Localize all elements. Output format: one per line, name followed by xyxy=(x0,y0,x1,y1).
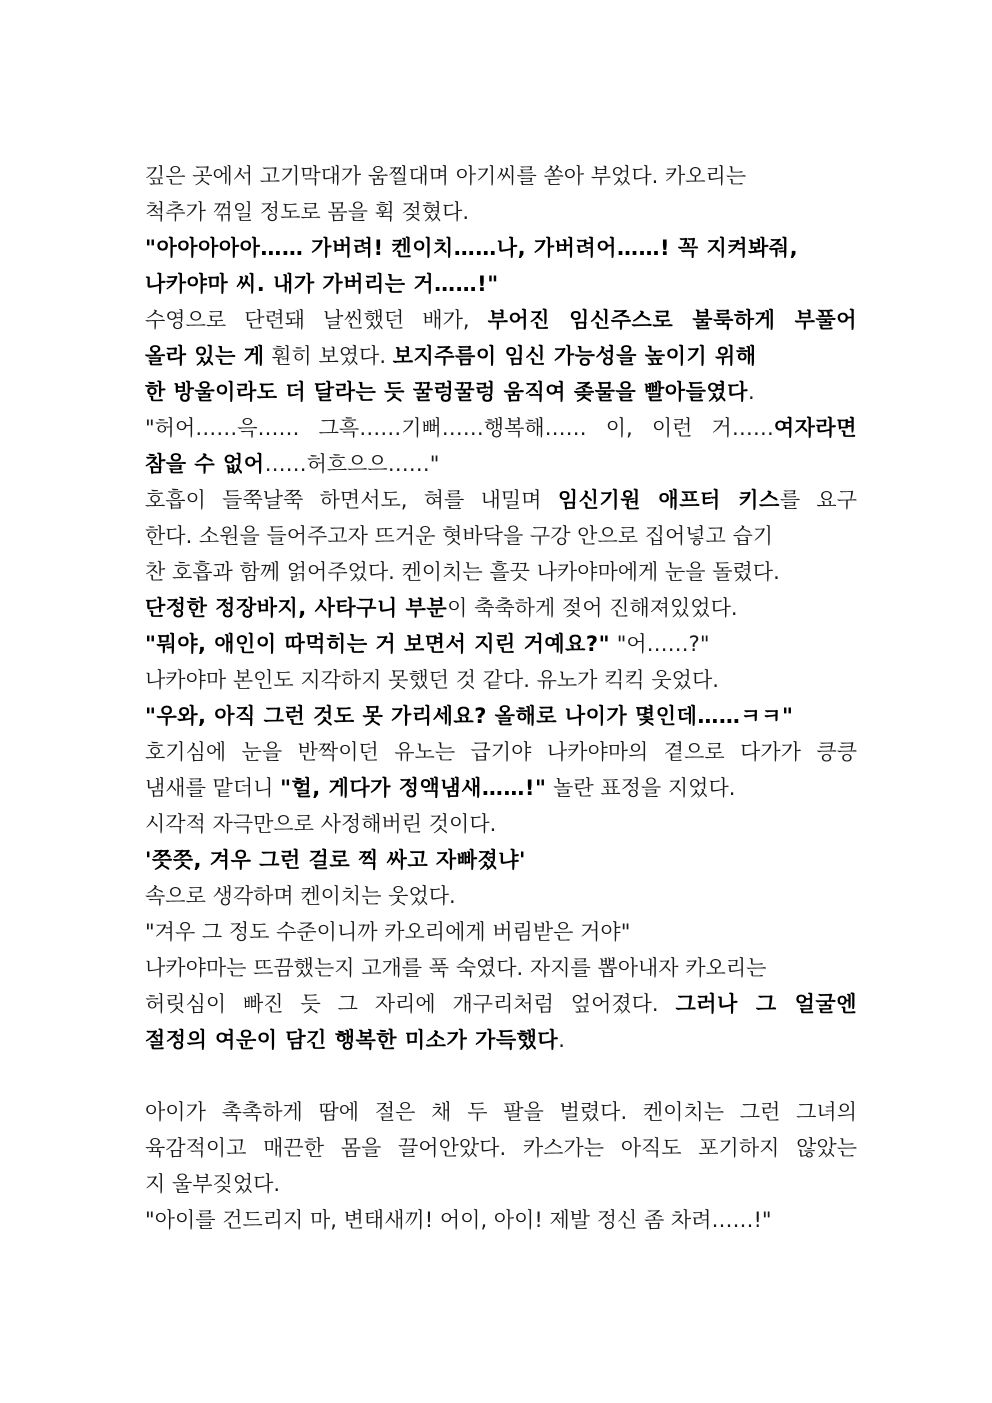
emphasis-run: 한 방울이라도 더 달라는 듯 꿀렁꿀렁 움직여 좆물을 빨아들였다 xyxy=(145,380,748,404)
text-line: 척추가 꺾일 정도로 몸을 휙 젖혔다. xyxy=(145,200,470,224)
text-run: 호흡이 들쭉날쭉 하면서도, 혀를 내밀며 xyxy=(145,488,558,512)
text-line: 호기심에 눈을 반짝이던 유노는 급기야 나카야마의 곁으로 다가가 킁킁 xyxy=(145,740,857,764)
text-line: 육감적이고 매끈한 몸을 끌어안았다. 카스가는 아직도 포기하지 않았는 xyxy=(145,1136,857,1160)
text-run: ……허흐으으……" xyxy=(264,452,440,476)
text-line xyxy=(145,338,857,374)
document-body xyxy=(145,158,857,1238)
text-line xyxy=(145,986,857,1022)
emphasis-run: 보지주름이 임신 가능성을 높이기 위해 xyxy=(392,344,757,368)
dialogue-line: 나카야마 씨. 내가 가버리는 거……!" xyxy=(145,272,499,296)
text-run: "허어……윽…… 그흑……기뻐……행복해…… 이, 이런 거…… xyxy=(145,416,774,440)
dialogue-line: "아아아아아…… 가버려! 켄이치……나, 가버려어……! 꼭 지켜봐줘, xyxy=(145,236,799,260)
text-line: 한다. 소원을 들어주고자 뜨거운 혓바닥을 구강 안으로 집어넣고 습기 xyxy=(145,524,774,548)
dialogue-line: '쯧쯧, 겨우 그런 걸로 찍 싸고 자빠졌냐' xyxy=(145,848,526,872)
text-line xyxy=(145,446,857,482)
text-line: "겨우 그 정도 수준이니까 카오리에게 버림받은 거야" xyxy=(145,920,631,944)
text-run: 를 요구 xyxy=(779,488,857,512)
text-line: 나카야마는 뜨끔했는지 고개를 푹 숙였다. 자지를 뽑아내자 카오리는 xyxy=(145,956,767,980)
text-line: 깊은 곳에서 고기막대가 움찔대며 아기씨를 쏟아 부었다. 카오리는 xyxy=(145,164,747,188)
text-line xyxy=(145,590,857,626)
text-line xyxy=(145,770,857,806)
text-run: . xyxy=(558,1028,565,1052)
text-run: 놀란 표정을 지었다. xyxy=(546,776,736,800)
paragraph-gap xyxy=(145,1058,857,1094)
text-line xyxy=(145,410,857,446)
text-line xyxy=(145,482,857,518)
text-line xyxy=(145,1022,857,1058)
text-line: 찬 호흡과 함께 얽어주었다. 켄이치는 흘끗 나카야마에게 눈을 돌렸다. xyxy=(145,560,780,584)
emphasis-run: 참을 수 없어 xyxy=(145,452,265,476)
emphasis-run: 올라 있는 게 xyxy=(145,344,265,368)
dialogue-line: "우와, 아직 그런 것도 못 가리세요? 올해로 나이가 몇인데……ㅋㅋ" xyxy=(145,704,794,728)
text-run: 이 축축하게 젖어 진해져있었다. xyxy=(447,596,738,620)
text-run: . xyxy=(747,380,755,404)
text-line: "아이를 건드리지 마, 변태새끼! 어이, 아이! 제발 정신 좀 차려……!" xyxy=(145,1208,772,1232)
text-line: 아이가 촉촉하게 땀에 절은 채 두 팔을 벌렸다. 켄이치는 그런 그녀의 xyxy=(145,1100,857,1124)
emphasis-run: 절정의 여운이 담긴 행복한 미소가 가득했다 xyxy=(145,1028,559,1052)
text-line: 시각적 자극만으로 사정해버린 것이다. xyxy=(145,812,497,836)
emphasis-run: "헐, 게다가 정액냄새……!" xyxy=(280,776,547,800)
emphasis-run: 단정한 정장바지, 사타구니 부분 xyxy=(145,596,448,620)
text-run: 훤히 보였다. xyxy=(264,344,393,368)
text-run: "어……?" xyxy=(610,632,710,656)
text-line: 속으로 생각하며 켄이치는 웃었다. xyxy=(145,884,456,908)
emphasis-run: "뭐야, 애인이 따먹히는 거 보면서 지린 거예요?" xyxy=(145,632,611,656)
text-line: 지 울부짖었다. xyxy=(145,1172,281,1196)
emphasis-run: 부어진 임신주스로 불룩하게 부풀어 xyxy=(487,308,857,332)
emphasis-run: 그러나 그 얼굴엔 xyxy=(675,992,857,1016)
text-run: 수영으로 단련돼 날씬했던 배가, xyxy=(145,308,488,332)
emphasis-run: 여자라면 xyxy=(773,416,857,440)
text-line xyxy=(145,302,857,338)
text-run: 허릿심이 빠진 듯 그 자리에 개구리처럼 엎어졌다. xyxy=(145,992,676,1016)
emphasis-run: 임신기원 애프터 키스 xyxy=(557,488,780,512)
text-line xyxy=(145,374,857,410)
text-line: 나카야마 본인도 지각하지 못했던 것 같다. 유노가 킥킥 웃었다. xyxy=(145,668,719,692)
text-line xyxy=(145,626,857,662)
text-run: 냄새를 맡더니 xyxy=(145,776,281,800)
